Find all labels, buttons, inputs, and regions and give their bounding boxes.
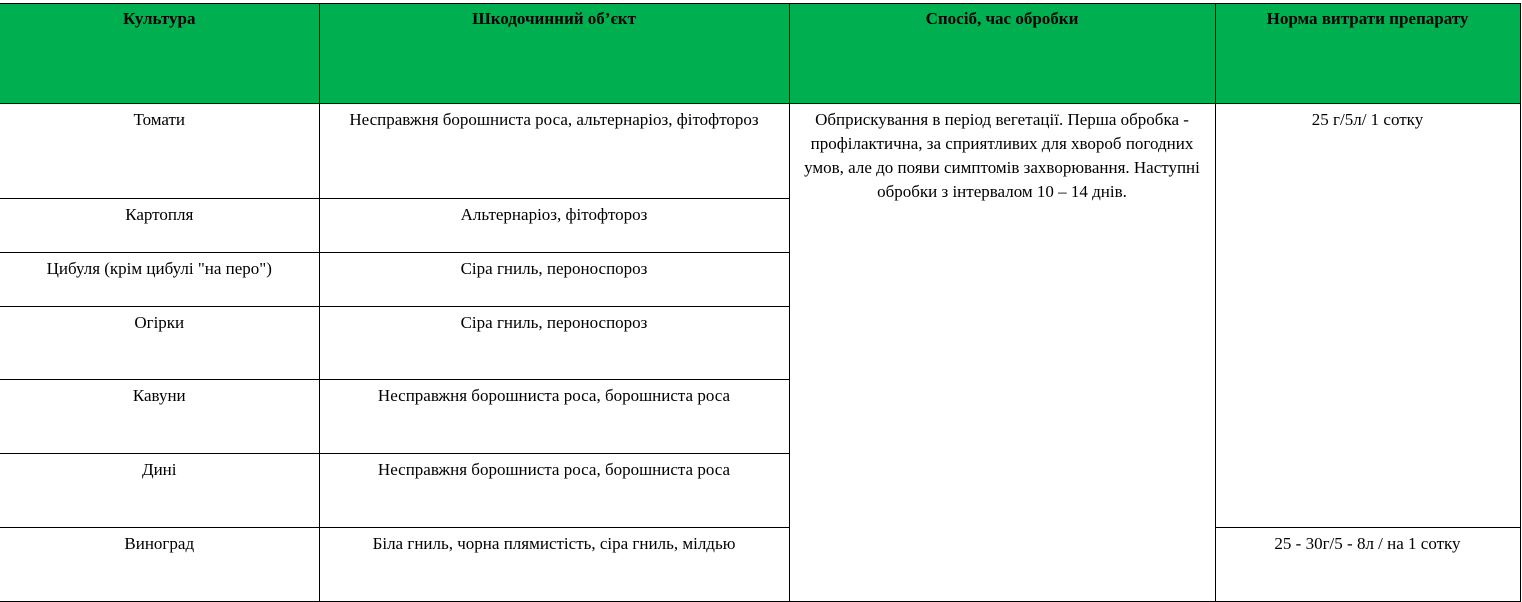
cell-crop: Цибуля (крім цибулі "на перо") <box>0 253 319 307</box>
table-row <box>0 528 1520 602</box>
cell-pest: Альтернаріоз, фітофтороз <box>319 199 789 253</box>
cell-pest: Сіра гниль, пероноспороз <box>319 253 789 307</box>
header-method: Спосіб, час обробки <box>789 4 1215 104</box>
cell-crop: Огірки <box>0 307 319 380</box>
cell-pest: Сіра гниль, пероноспороз <box>319 307 789 380</box>
cell-rate-grapes: 25 - 30г/5 - 8л / на 1 сотку <box>1215 528 1520 602</box>
cell-pest: Несправжня борошниста роса, борошниста роса <box>319 454 789 528</box>
cell-crop: Картопля <box>0 199 319 253</box>
cell-crop: Кавуни <box>0 380 319 454</box>
cell-pest: Несправжня борошниста роса, борошниста роса <box>319 380 789 454</box>
crop-treatment-table <box>0 3 1521 602</box>
cell-crop: Томати <box>0 104 319 199</box>
cell-rate-vegetables: 25 г/5л/ 1 сотку <box>1215 104 1520 528</box>
cell-method: Обприскування в період вегетації. Перша обробка - профілактична, за сприятливих для хвороб погодних умов, але до появи симптомів захворювання. Наступні обробки з інтервалом 10 – 14 днів. <box>789 104 1215 602</box>
table-header-row <box>0 4 1520 104</box>
cell-crop: Виноград <box>0 528 319 602</box>
header-pest: Шкодочинний об’єкт <box>319 4 789 104</box>
header-rate: Норма витрати препарату <box>1215 4 1520 104</box>
cell-pest: Несправжня борошниста роса, альтернаріоз, фітофтороз <box>319 104 789 199</box>
header-crop: Культура <box>0 4 319 104</box>
cell-crop: Дині <box>0 454 319 528</box>
table-row <box>0 104 1520 199</box>
cell-pest: Біла гниль, чорна плямистість, сіра гниль, мілдью <box>319 528 789 602</box>
